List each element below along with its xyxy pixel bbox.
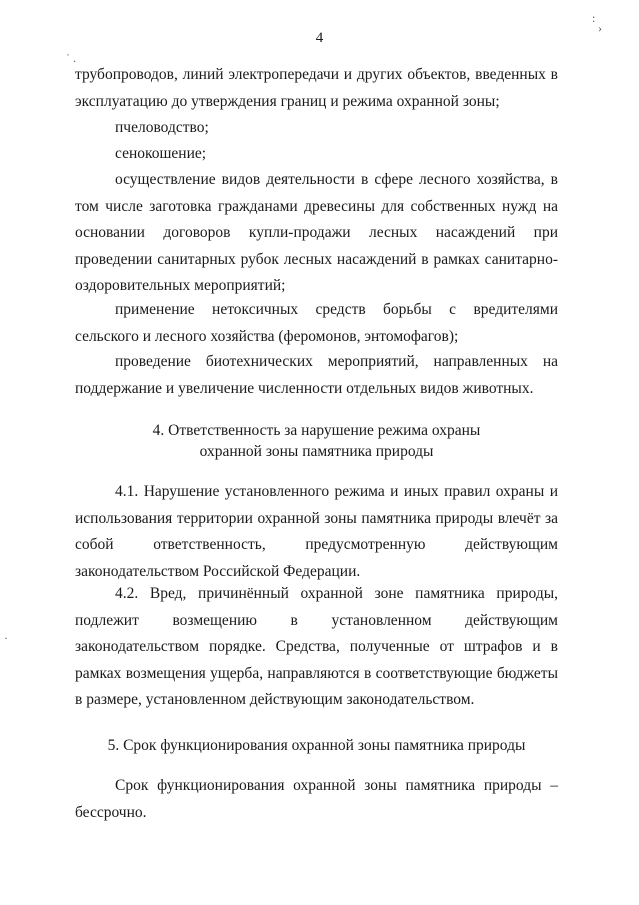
paragraph-4-1: 4.1. Нарушение установленного режима и иных правил охраны и использования территории охранной зоны памятника природы влечёт за собой ответственность, предусмотренную действующим законодательством Российской Федерации. (75, 483, 558, 580)
section-4-heading-line1: 4. Ответственность за нарушение режима охраны (152, 422, 481, 439)
paragraph-pest-control: применение нетоксичных средств борьбы с вредителями сельского и лесного хозяйства (феромонов, энтомофагов); (75, 301, 558, 345)
section-4-heading-line2: охранной зоны памятника природы (199, 443, 434, 460)
paragraph-pipelines: трубопроводов, линий электропередачи и других объектов, введенных в эксплуатацию до утверждения границ и режима охранной зоны; (75, 66, 558, 110)
page-number: 4 (315, 30, 324, 46)
paragraph-4-2: 4.2. Вред, причинённый охранной зоне памятника природы, подлежит возмещению в установленном действующим законодательством порядке. Средства, полученные от штрафов и в рамках возмещения ущерба, направляются в соответствующие бюджеты в размере, установленном действующим законодательством. (75, 585, 558, 708)
scan-speck-top-right: : (592, 11, 596, 25)
paragraph-biotechnical: проведение биотехнических мероприятий, направленных на поддержание и увеличение численности отдельных видов животных. (75, 353, 558, 397)
scan-speck-arrow: › (598, 21, 602, 35)
paragraph-forestry: осуществление видов деятельности в сфере лесного хозяйства, в том числе заготовка гражданами древесины для собственных нужд на основании договоров купли-продажи лесных насаждений при проведении санитарных рубок лесных насаждений в рамках санитарно-оздоровительных мероприятий; (75, 171, 558, 294)
scan-speck-top-left: ˙ . (66, 51, 76, 65)
section-4-heading (75, 420, 558, 462)
scan-speck-left: · (4, 631, 8, 645)
paragraph-5: Срок функционирования охранной зоны памятника природы – бессрочно. (75, 777, 558, 821)
paragraph-haymaking: сенокошение; (115, 145, 207, 162)
paragraph-beekeeping: пчеловодство; (115, 119, 209, 136)
section-5-heading: 5. Срок функционирования охранной зоны памятника природы (107, 737, 526, 754)
